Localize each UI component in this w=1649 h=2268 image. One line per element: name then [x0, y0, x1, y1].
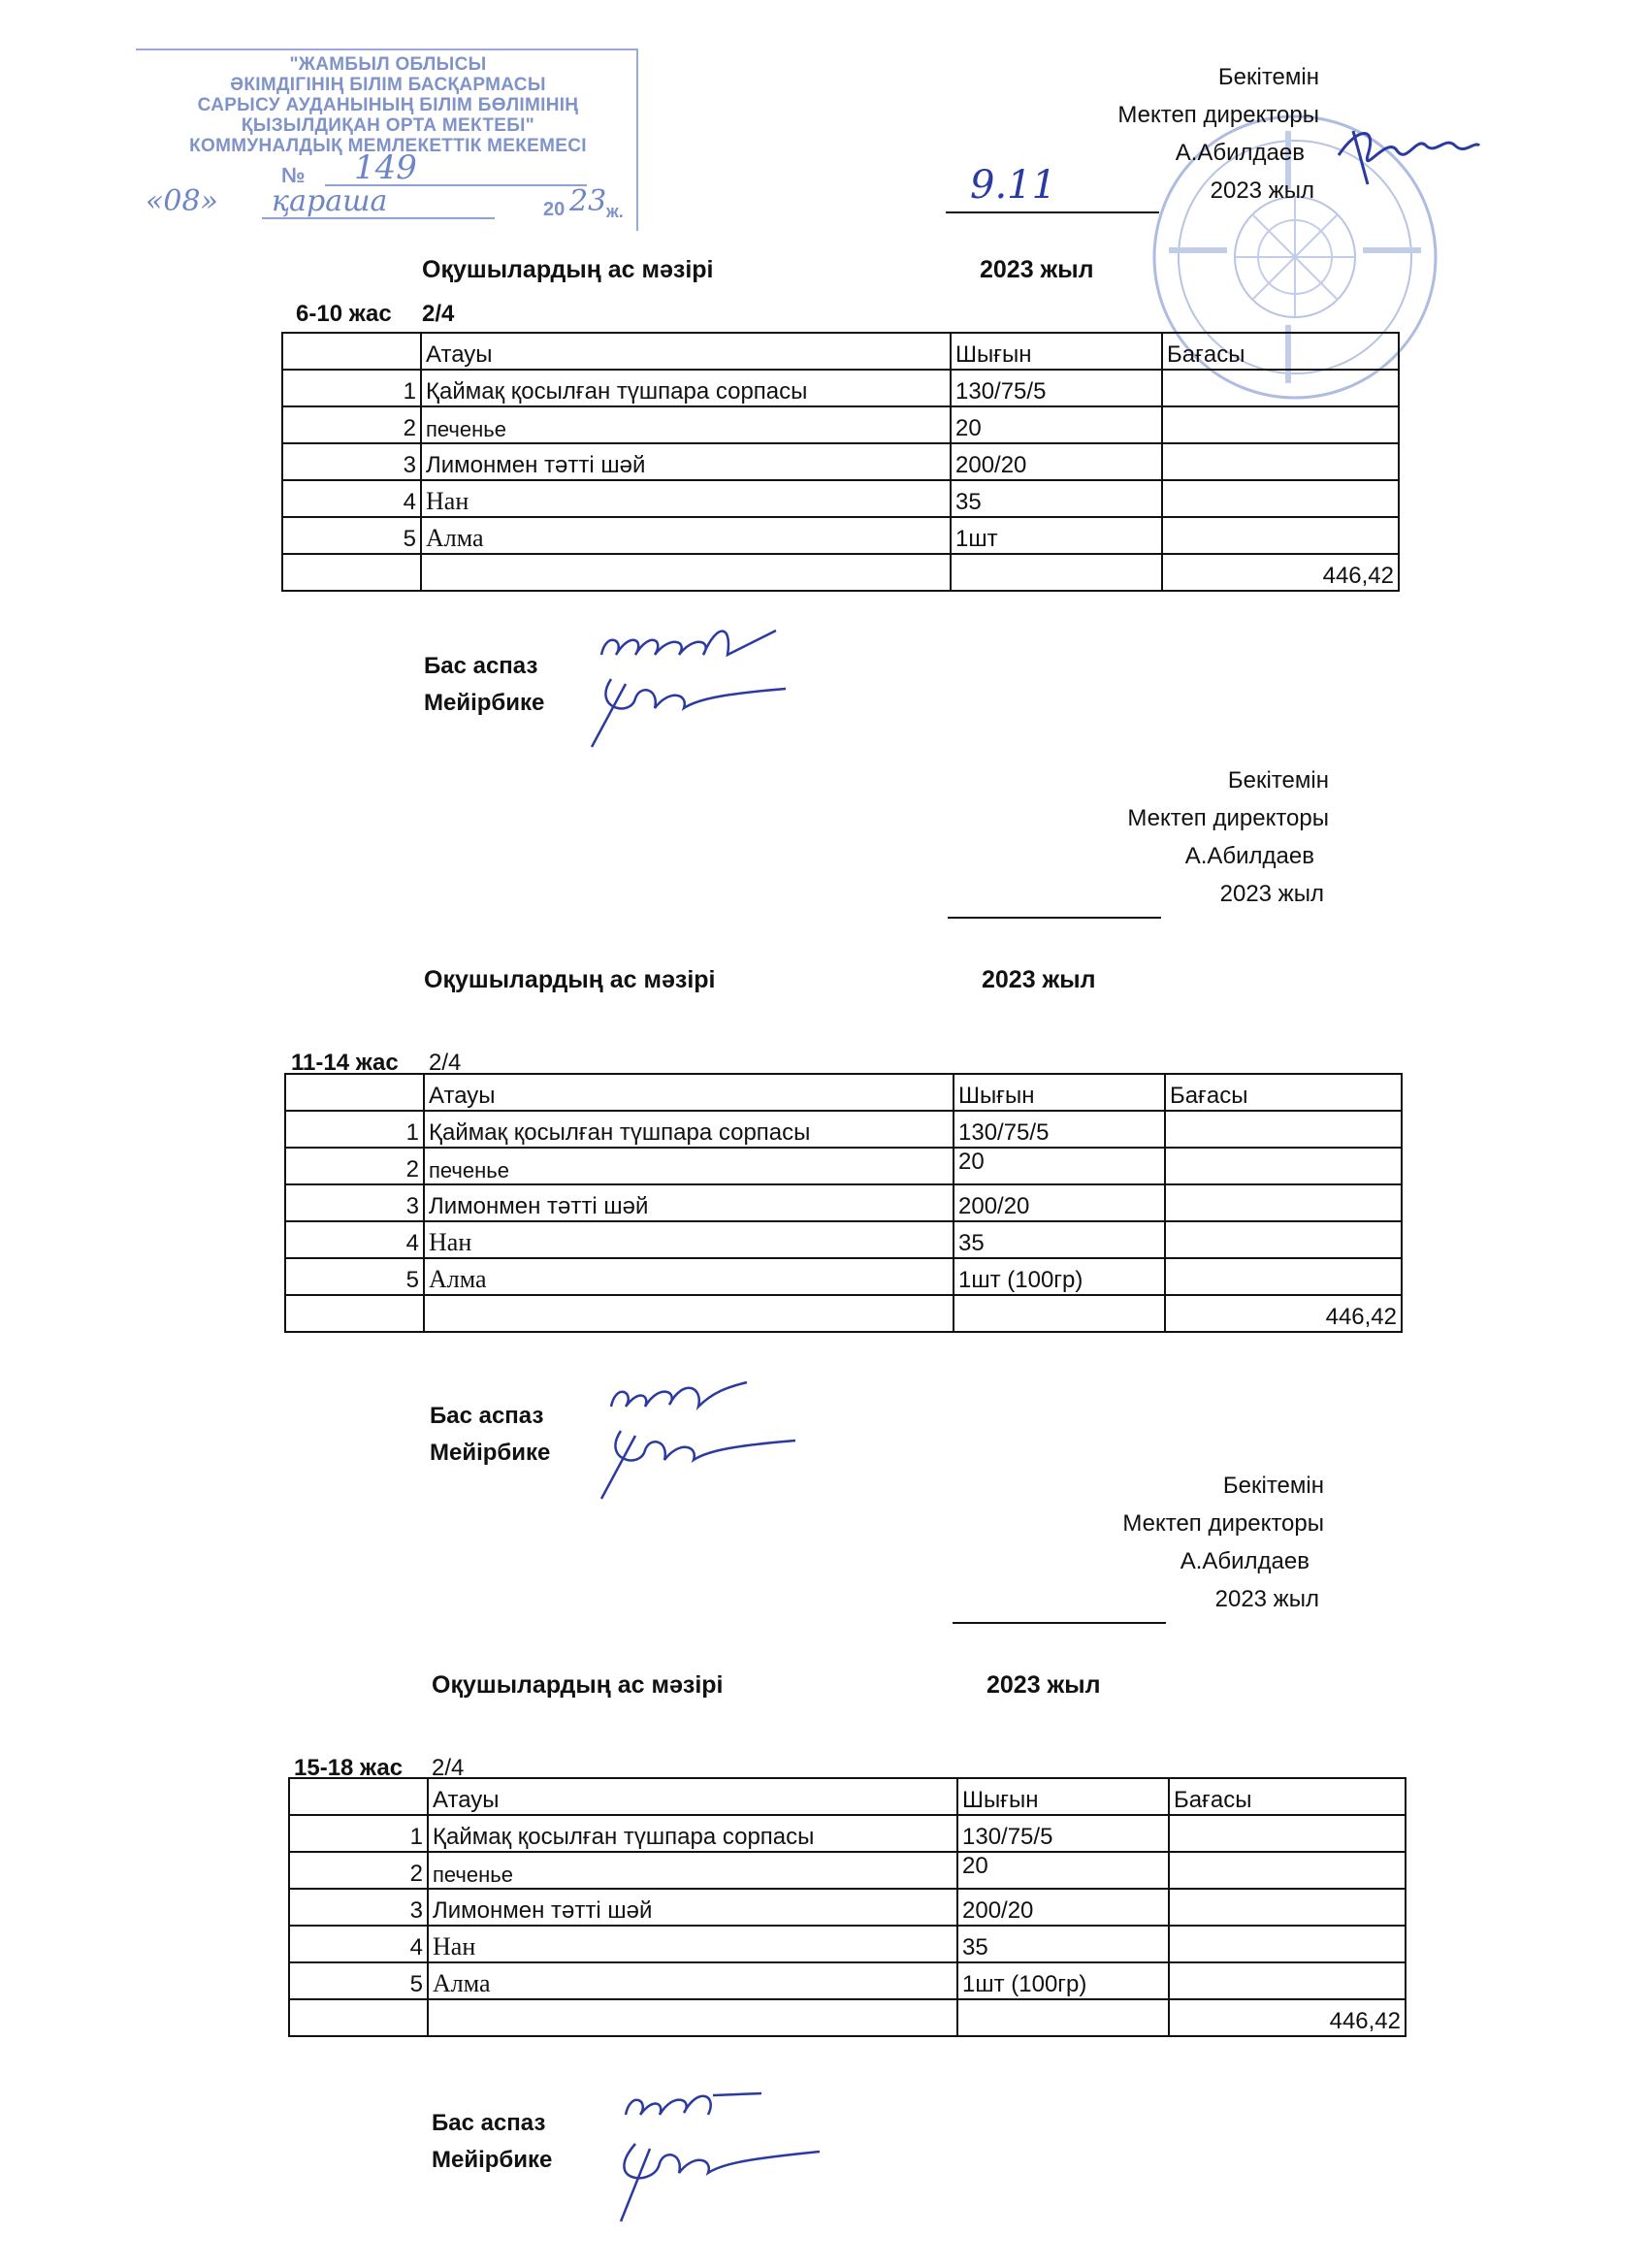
dish-quantity: 20 [957, 1852, 1169, 1889]
menu-year: 2023 жыл [982, 966, 1096, 993]
header-cell [285, 1074, 424, 1111]
stamp-date-month: қараша [272, 184, 388, 218]
table-total-row [285, 1295, 1402, 1332]
table-row [282, 517, 1399, 554]
dish-price [1165, 1184, 1402, 1221]
menu-table [284, 1073, 1403, 1333]
dish-quantity: 20 [954, 1148, 1165, 1184]
age-group: 15-18 жас [294, 1755, 404, 1781]
approve-position: Мектеп директоры [1117, 102, 1319, 128]
header-cell: Атауы [421, 333, 951, 370]
menu-code: 2/4 [422, 301, 455, 327]
handwritten-date: 9.11 [970, 163, 1057, 208]
signatures [430, 1398, 550, 1472]
stamp-line: ӘКІМДІГІНІҢ БІЛІМ БАСҚАРМАСЫ [230, 75, 546, 95]
dish-quantity: 35 [957, 1926, 1169, 1962]
menu-table [288, 1777, 1406, 2037]
dish-name: печенье [421, 406, 951, 443]
signatures [432, 2105, 552, 2179]
table-row [285, 1221, 1402, 1258]
dish-quantity: 130/75/5 [954, 1111, 1165, 1148]
dish-price [1165, 1258, 1402, 1295]
header-cell: Шығын [954, 1074, 1165, 1111]
dish-quantity: 130/75/5 [957, 1815, 1169, 1852]
approval-block [1122, 1467, 1324, 1618]
dish-price [1169, 1889, 1406, 1926]
row-number: 1 [282, 370, 421, 406]
table-row [282, 406, 1399, 443]
menu-code: 2/4 [432, 1755, 465, 1781]
approval-signature-line [953, 1622, 1166, 1624]
approve-director-name: А.Абилдаев [1175, 140, 1305, 166]
dish-name: Нан [428, 1926, 957, 1962]
dish-price [1169, 1815, 1406, 1852]
table-header-row [289, 1778, 1406, 1815]
dish-name: Лимонмен тәтті шәй [428, 1889, 957, 1926]
dish-quantity: 35 [954, 1221, 1165, 1258]
dish-price [1169, 1852, 1406, 1889]
dish-price [1162, 406, 1399, 443]
row-number: 2 [289, 1852, 428, 1889]
approve-label: Бекітемін [1222, 1473, 1324, 1499]
registration-stamp [136, 49, 640, 233]
stamp-line: ҚЫЗЫЛДИҚАН ОРТА МЕКТЕБІ" [241, 115, 535, 136]
table-row [289, 1926, 1406, 1962]
table-row [289, 1889, 1406, 1926]
header-cell: Бағасы [1169, 1778, 1406, 1815]
stamp-year-suffix: 23 [569, 184, 607, 218]
dish-name: Нан [424, 1221, 954, 1258]
header-cell: Атауы [424, 1074, 954, 1111]
dish-quantity: 200/20 [954, 1184, 1165, 1221]
row-number: 4 [285, 1221, 424, 1258]
dish-price [1169, 1962, 1406, 1999]
row-number: 5 [289, 1962, 428, 1999]
row-number: 4 [289, 1926, 428, 1962]
table-row [289, 1815, 1406, 1852]
dish-name: Лимонмен тәтті шәй [421, 443, 951, 480]
director-signature-icon [1329, 116, 1484, 194]
dish-name: Алма [421, 517, 951, 554]
dish-quantity: 1шт (100гр) [957, 1962, 1169, 1999]
approve-director-name: А.Абилдаев [1180, 1548, 1310, 1574]
row-number: 3 [285, 1184, 424, 1221]
row-number: 4 [282, 480, 421, 517]
table-total-row [282, 554, 1399, 591]
stamp-line: КОММУНАЛДЫҚ МЕМЛЕКЕТТІК МЕКЕМЕСІ [189, 136, 587, 156]
dish-name: Нан [421, 480, 951, 517]
table-row [285, 1111, 1402, 1148]
header-cell: Шығын [957, 1778, 1169, 1815]
nurse-label: Мейірбике [424, 690, 545, 716]
approve-label: Бекітемін [1217, 64, 1319, 90]
menu-title: Оқушылардың ас мәзірі [422, 256, 714, 283]
header-cell: Бағасы [1162, 333, 1399, 370]
approve-year: 2023 жыл [1219, 881, 1324, 907]
dish-name: печенье [428, 1852, 957, 1889]
dish-name: Қаймақ қосылған түшпара сорпасы [421, 370, 951, 406]
dish-quantity: 35 [951, 480, 1162, 517]
table-row [282, 370, 1399, 406]
approve-position: Мектеп директоры [1122, 1510, 1324, 1537]
stamp-date-day: «08» [146, 184, 218, 218]
menu-table [281, 332, 1400, 592]
nurse-label: Мейірбике [432, 2147, 553, 2173]
row-number: 3 [282, 443, 421, 480]
row-number: 2 [282, 406, 421, 443]
age-group: 11-14 жас [291, 1050, 399, 1076]
approve-label: Бекітемін [1227, 767, 1329, 794]
dish-quantity: 1шт (100гр) [954, 1258, 1165, 1295]
total-price: 446,42 [1165, 1295, 1402, 1332]
dish-price [1169, 1926, 1406, 1962]
total-price: 446,42 [1169, 1999, 1406, 2036]
row-number: 5 [285, 1258, 424, 1295]
header-cell: Шығын [951, 333, 1162, 370]
dish-price [1165, 1111, 1402, 1148]
stamp-line: "ЖАМБЫЛ ОБЛЫСЫ [289, 54, 487, 75]
handwritten-signatures-icon [597, 2076, 829, 2231]
header-cell [282, 333, 421, 370]
menu-year: 2023 жыл [986, 1671, 1101, 1699]
dish-price [1162, 443, 1399, 480]
menu-code: 2/4 [429, 1050, 462, 1076]
approve-year: 2023 жыл [1210, 178, 1314, 204]
table-row [282, 480, 1399, 517]
header-cell: Бағасы [1165, 1074, 1402, 1111]
dish-name: Лимонмен тәтті шәй [424, 1184, 954, 1221]
approval-signature-line [946, 211, 1159, 213]
dish-name: печенье [424, 1148, 954, 1184]
nurse-label: Мейірбике [430, 1440, 551, 1466]
stamp-line: САРЫСУ АУДАНЫНЫҢ БІЛІМ БӨЛІМІНІҢ [197, 95, 579, 115]
dish-quantity: 200/20 [951, 443, 1162, 480]
dish-name: Алма [424, 1258, 954, 1295]
header-cell [289, 1778, 428, 1815]
stamp-number-label: № [281, 163, 306, 187]
dish-name: Алма [428, 1962, 957, 1999]
menu-title: Оқушылардың ас мәзірі [432, 1671, 724, 1699]
approve-year: 2023 жыл [1214, 1586, 1319, 1612]
stamp-year-unit: ж. [606, 202, 624, 221]
dish-price [1162, 517, 1399, 554]
age-group: 6-10 жас [296, 301, 392, 327]
row-number: 2 [285, 1148, 424, 1184]
dish-name: Қаймақ қосылған түшпара сорпасы [428, 1815, 957, 1852]
table-row [285, 1148, 1402, 1184]
table-total-row [289, 1999, 1406, 2036]
approve-director-name: А.Абилдаев [1184, 843, 1314, 869]
row-number: 1 [289, 1815, 428, 1852]
dish-price [1165, 1221, 1402, 1258]
menu-title: Оқушылардың ас мәзірі [424, 966, 716, 993]
handwritten-signatures-icon [592, 1368, 815, 1513]
table-row [289, 1962, 1406, 1999]
handwritten-signatures-icon [582, 611, 805, 757]
table-row [282, 443, 1399, 480]
chef-label: Бас аспаз [432, 2110, 546, 2136]
dish-price [1162, 480, 1399, 517]
table-header-row [285, 1074, 1402, 1111]
row-number: 5 [282, 517, 421, 554]
dish-name: Қаймақ қосылған түшпара сорпасы [424, 1111, 954, 1148]
approval-signature-line [948, 917, 1161, 919]
dish-quantity: 200/20 [957, 1889, 1169, 1926]
dish-price [1162, 370, 1399, 406]
dish-quantity: 130/75/5 [951, 370, 1162, 406]
approve-position: Мектеп директоры [1127, 805, 1329, 831]
dish-quantity: 1шт [951, 517, 1162, 554]
header-cell: Атауы [428, 1778, 957, 1815]
approval-block [1127, 761, 1329, 913]
dish-price [1165, 1148, 1402, 1184]
row-number: 3 [289, 1889, 428, 1926]
row-number: 1 [285, 1111, 424, 1148]
menu-year: 2023 жыл [980, 256, 1094, 283]
chef-label: Бас аспаз [424, 653, 538, 679]
total-price: 446,42 [1162, 554, 1399, 591]
table-row [289, 1852, 1406, 1889]
table-header-row [282, 333, 1399, 370]
signatures [424, 648, 544, 722]
dish-quantity: 20 [951, 406, 1162, 443]
table-row [285, 1184, 1402, 1221]
approval-block [1117, 58, 1319, 210]
stamp-year-prefix: 20 [543, 199, 566, 220]
chef-label: Бас аспаз [430, 1403, 544, 1429]
table-row [285, 1258, 1402, 1295]
stamp-number-value: 149 [354, 148, 417, 187]
